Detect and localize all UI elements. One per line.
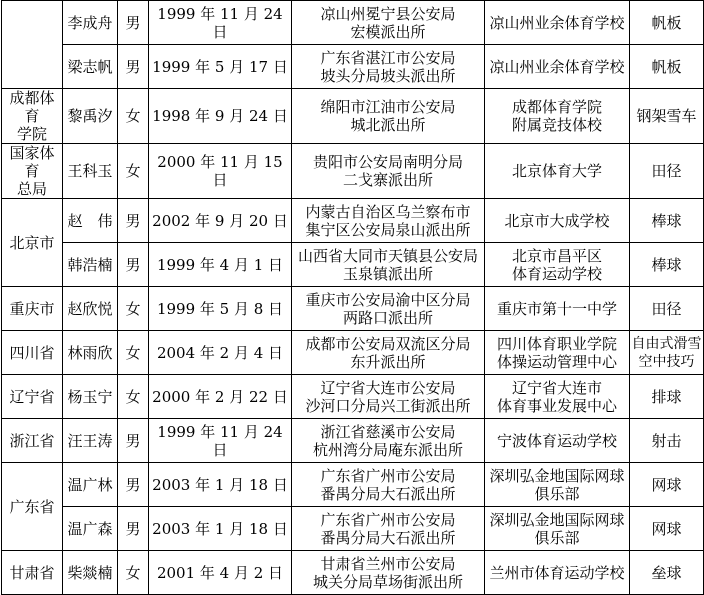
gender-cell: 男	[118, 1, 149, 45]
name-cell: 王科玉	[63, 144, 118, 199]
police-station-cell: 山西省大同市天镇县公安局 玉泉镇派出所	[292, 243, 485, 287]
school-cell: 兰州市体育运动学校	[485, 551, 630, 595]
school-cell: 宁波体育运动学校	[485, 419, 630, 463]
birthdate-cell: 2000 年 2 月 22 日	[149, 375, 292, 419]
birthdate-cell: 2003 年 1 月 18 日	[149, 463, 292, 507]
school-cell: 凉山州业余体育学校	[485, 1, 630, 45]
gender-cell: 女	[118, 375, 149, 419]
police-station-cell: 甘肃省兰州市公安局 城关分局草场街派出所	[292, 551, 485, 595]
sport-cell: 垒球	[630, 551, 704, 595]
police-station-cell: 广东省广州市公安局 番禺分局大石派出所	[292, 463, 485, 507]
police-station-cell: 凉山州冕宁县公安局 宏模派出所	[292, 1, 485, 45]
birthdate-cell: 2001 年 4 月 2 日	[149, 551, 292, 595]
sport-cell: 网球	[630, 463, 704, 507]
sport-cell: 田径	[630, 287, 704, 331]
region-cell: 甘肃省	[2, 551, 63, 595]
sport-cell: 帆板	[630, 45, 704, 89]
gender-cell: 男	[118, 419, 149, 463]
name-cell: 温广森	[63, 507, 118, 551]
birthdate-cell: 2004 年 2 月 4 日	[149, 331, 292, 375]
birthdate-cell: 1999 年 11 月 24 日	[149, 1, 292, 45]
gender-cell: 男	[118, 463, 149, 507]
table-row	[2, 463, 704, 507]
police-station-cell: 贵阳市公安局南明分局 二戈寨派出所	[292, 144, 485, 199]
school-cell: 四川体育职业学院 体操运动管理中心	[485, 331, 630, 375]
table-row	[2, 287, 704, 331]
gender-cell: 女	[118, 287, 149, 331]
name-cell: 韩浩楠	[63, 243, 118, 287]
birthdate-cell: 2002 年 9 月 20 日	[149, 199, 292, 243]
name-cell: 林雨欣	[63, 331, 118, 375]
sport-cell: 射击	[630, 419, 704, 463]
birthdate-cell: 1999 年 11 月 24 日	[149, 419, 292, 463]
name-cell: 赵 伟	[63, 199, 118, 243]
name-cell: 温广林	[63, 463, 118, 507]
birthdate-cell: 1999 年 5 月 8 日	[149, 287, 292, 331]
sport-cell: 自由式滑雪 空中技巧	[630, 331, 704, 375]
name-cell: 汪王涛	[63, 419, 118, 463]
gender-cell: 男	[118, 243, 149, 287]
gender-cell: 男	[118, 45, 149, 89]
gender-cell: 男	[118, 507, 149, 551]
school-cell: 深圳弘金地国际网球 俱乐部	[485, 507, 630, 551]
school-cell: 辽宁省大连市 体育事业发展中心	[485, 375, 630, 419]
police-station-cell: 成都市公安局双流区分局 东升派出所	[292, 331, 485, 375]
sport-cell: 棒球	[630, 199, 704, 243]
region-cell	[2, 1, 63, 89]
birthdate-cell: 2000 年 11 月 15 日	[149, 144, 292, 199]
sport-cell: 钢架雪车	[630, 89, 704, 144]
police-station-cell: 辽宁省大连市公安局 沙河口分局兴工街派出所	[292, 375, 485, 419]
region-cell: 广东省	[2, 463, 63, 551]
table-row	[2, 199, 704, 243]
region-cell: 四川省	[2, 331, 63, 375]
sport-cell: 棒球	[630, 243, 704, 287]
gender-cell: 女	[118, 331, 149, 375]
sport-cell: 帆板	[630, 1, 704, 45]
birthdate-cell: 1999 年 5 月 17 日	[149, 45, 292, 89]
name-cell: 黎禹汐	[63, 89, 118, 144]
school-cell: 重庆市第十一中学	[485, 287, 630, 331]
sport-cell: 排球	[630, 375, 704, 419]
region-cell: 北京市	[2, 199, 63, 287]
police-station-cell: 广东省湛江市公安局 坡头分局坡头派出所	[292, 45, 485, 89]
name-cell: 赵欣悦	[63, 287, 118, 331]
police-station-cell: 广东省广州市公安局 番禺分局大石派出所	[292, 507, 485, 551]
police-station-cell: 内蒙古自治区乌兰察布市 集宁区公安局泉山派出所	[292, 199, 485, 243]
athlete-table	[1, 0, 704, 595]
gender-cell: 女	[118, 144, 149, 199]
sport-cell: 网球	[630, 507, 704, 551]
table-row	[2, 375, 704, 419]
name-cell: 柴燚楠	[63, 551, 118, 595]
table-row	[2, 144, 704, 199]
birthdate-cell: 1998 年 9 月 24 日	[149, 89, 292, 144]
school-cell: 北京体育大学	[485, 144, 630, 199]
name-cell: 李成舟	[63, 1, 118, 45]
region-cell: 国家体育 总局	[2, 144, 63, 199]
table-row	[2, 1, 704, 45]
police-station-cell: 绵阳市江油市公安局 城北派出所	[292, 89, 485, 144]
table-row	[2, 243, 704, 287]
name-cell: 杨玉宁	[63, 375, 118, 419]
school-cell: 深圳弘金地国际网球 俱乐部	[485, 463, 630, 507]
name-cell: 梁志帆	[63, 45, 118, 89]
school-cell: 北京市昌平区 体育运动学校	[485, 243, 630, 287]
gender-cell: 女	[118, 551, 149, 595]
school-cell: 北京市大成学校	[485, 199, 630, 243]
school-cell: 成都体育学院 附属竞技体校	[485, 89, 630, 144]
sport-cell: 田径	[630, 144, 704, 199]
school-cell: 凉山州业余体育学校	[485, 45, 630, 89]
region-cell: 重庆市	[2, 287, 63, 331]
table-row	[2, 89, 704, 144]
table-row	[2, 331, 704, 375]
birthdate-cell: 2003 年 1 月 18 日	[149, 507, 292, 551]
region-cell: 成都体育 学院	[2, 89, 63, 144]
gender-cell: 男	[118, 199, 149, 243]
gender-cell: 女	[118, 89, 149, 144]
table-row	[2, 419, 704, 463]
police-station-cell: 重庆市公安局渝中区分局 两路口派出所	[292, 287, 485, 331]
region-cell: 辽宁省	[2, 375, 63, 419]
region-cell: 浙江省	[2, 419, 63, 463]
table-row	[2, 507, 704, 551]
birthdate-cell: 1999 年 4 月 1 日	[149, 243, 292, 287]
police-station-cell: 浙江省慈溪市公安局 杭州湾分局庵东派出所	[292, 419, 485, 463]
table-row	[2, 45, 704, 89]
